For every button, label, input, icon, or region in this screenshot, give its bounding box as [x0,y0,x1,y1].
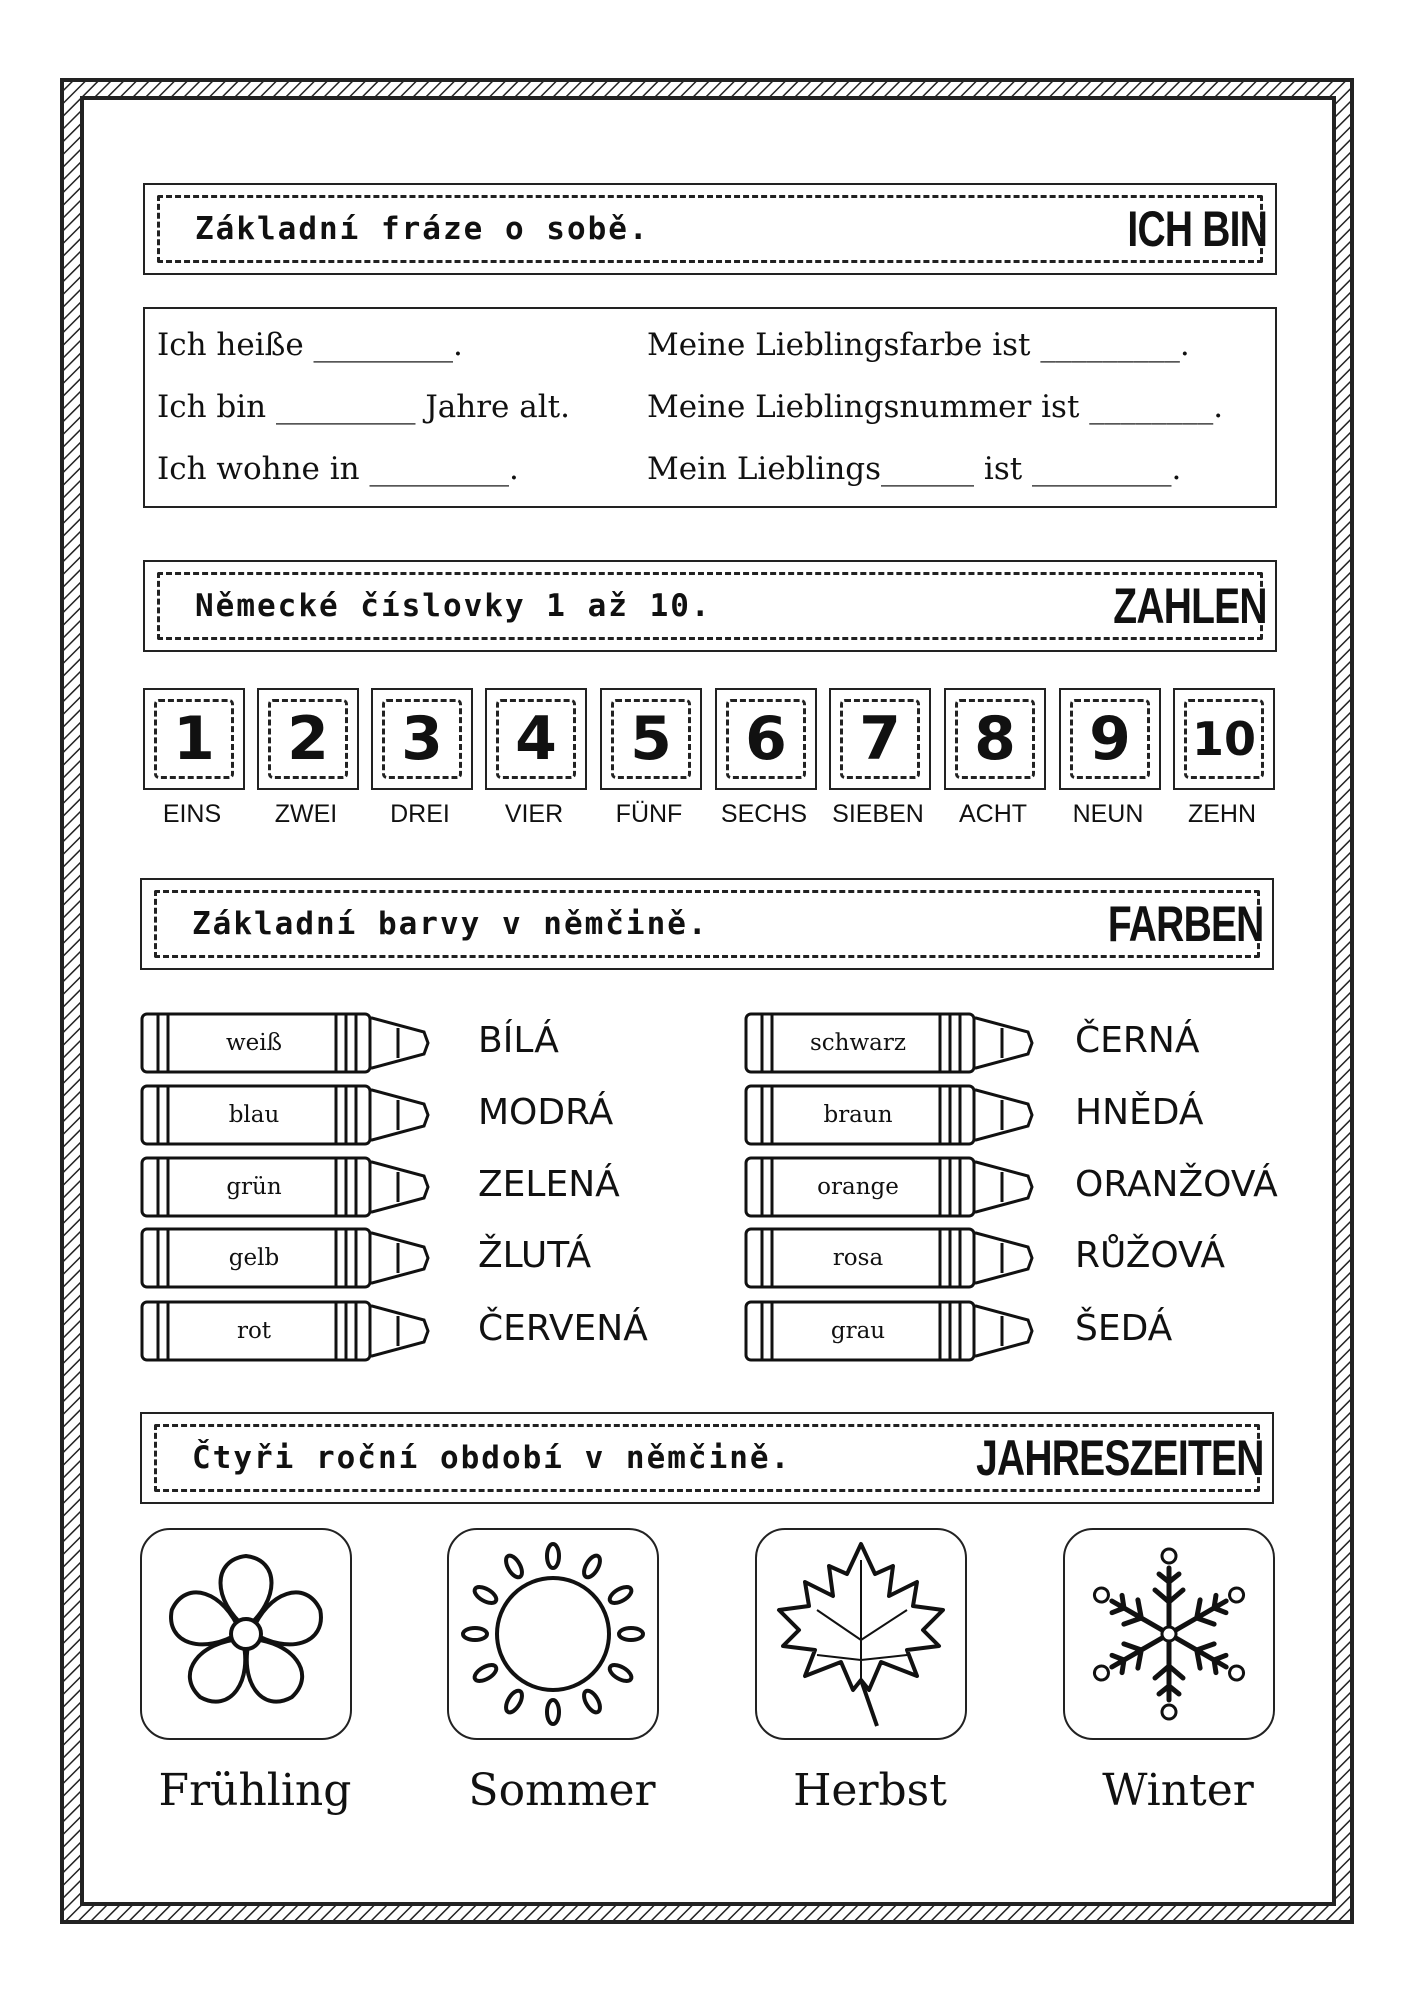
color-word-german: rot [236,1318,272,1344]
flower-icon [142,1530,350,1738]
crayon-blau [140,1084,430,1146]
number-word: NEUN [1072,800,1144,828]
section-subtitle: Základní barvy v němčině. [192,906,709,942]
number-card [257,688,359,790]
color-word-czech: ZELENÁ [478,1164,620,1205]
section-subtitle: Německé číslovky 1 až 10. [195,588,712,624]
color-word-czech: MODRÁ [478,1092,614,1133]
season-name-spring: Frühling [158,1765,352,1816]
color-word-german: grün [226,1174,282,1200]
color-word-czech: ČERNÁ [1075,1020,1200,1061]
section-title: JAHRESZEITEN [976,1430,1264,1486]
number-card [829,688,931,790]
number-word: SECHS [720,800,808,828]
number-digit: 8 [955,699,1035,779]
crayon-orange [744,1156,1034,1218]
crayon-weiß [140,1012,430,1074]
section-title: FARBEN [1108,896,1264,952]
number-digit: 5 [611,699,691,779]
color-word-czech: HNĚDÁ [1075,1092,1204,1133]
number-word: FÜNF [615,800,683,828]
section-title: ICH BIN [1127,201,1267,257]
crayon-grün [140,1156,430,1218]
season-name-winter: Winter [1102,1765,1254,1816]
color-word-german: blau [228,1102,280,1128]
color-word-german: braun [823,1102,893,1128]
number-digit: 6 [726,699,806,779]
phrase-favorite-color: Meine Lieblingsfarbe ist _________. [647,327,1190,363]
phrases-box [143,307,1277,508]
number-card [944,688,1046,790]
season-card-spring [140,1528,352,1740]
number-digit: 10 [1184,699,1264,779]
season-card-autumn [755,1528,967,1740]
sun-icon [449,1530,657,1738]
season-card-winter [1063,1528,1275,1740]
number-digit: 4 [496,699,576,779]
phrase-favorite-number: Meine Lieblingsnummer ist ________. [647,389,1224,425]
number-word: ZEHN [1187,800,1257,828]
number-card [1173,688,1275,790]
section-zahlen [143,560,1277,652]
phrase-age: Ich bin _________ Jahre alt. [157,389,570,425]
section-subtitle: Základní fráze o sobě. [195,211,650,247]
number-card [371,688,473,790]
number-word: EINS [162,800,222,828]
number-card [1059,688,1161,790]
crayon-schwarz [744,1012,1034,1074]
color-word-czech: RŮŽOVÁ [1075,1235,1226,1276]
section-ich-bin [143,183,1277,275]
crayon-gelb [140,1227,430,1289]
number-word: VIER [504,800,564,828]
snowflake-icon [1065,1530,1273,1738]
number-word: ACHT [958,800,1028,828]
color-word-czech: ČERVENÁ [478,1308,648,1349]
leaf-icon [757,1530,965,1738]
color-word-german: gelb [228,1245,280,1271]
number-word: SIEBEN [832,800,924,828]
color-word-german: weiß [225,1030,283,1056]
number-digit: 9 [1070,699,1150,779]
color-word-german: rosa [832,1245,884,1271]
number-digit: 2 [268,699,348,779]
number-word: DREI [390,800,450,828]
color-word-czech: BÍLÁ [478,1020,559,1061]
color-word-czech: ŽLUTÁ [478,1235,592,1276]
season-name-autumn: Herbst [793,1765,947,1816]
number-card [143,688,245,790]
color-word-german: grau [830,1318,886,1344]
section-farben [140,878,1274,970]
season-card-summer [447,1528,659,1740]
section-jahreszeiten [140,1412,1274,1504]
number-word: ZWEI [274,800,338,828]
crayon-grau [744,1300,1034,1362]
crayon-braun [744,1084,1034,1146]
color-word-german: schwarz [809,1030,906,1056]
section-subtitle: Čtyři roční období v němčině. [192,1440,792,1476]
color-word-czech: ORANŽOVÁ [1075,1164,1278,1205]
season-name-summer: Sommer [468,1765,656,1816]
number-card [485,688,587,790]
number-digit: 1 [154,699,234,779]
number-digit: 3 [382,699,462,779]
phrase-city: Ich wohne in _________. [157,451,519,487]
phrase-name: Ich heiße _________. [157,327,463,363]
crayon-rosa [744,1227,1034,1289]
crayon-rot [140,1300,430,1362]
section-title: ZAHLEN [1113,578,1267,634]
number-card [600,688,702,790]
color-word-czech: ŠEDÁ [1075,1308,1173,1349]
number-card [715,688,817,790]
phrase-favorite-other: Mein Lieblings______ ist _________. [647,451,1182,487]
color-word-german: orange [817,1174,899,1200]
number-digit: 7 [840,699,920,779]
